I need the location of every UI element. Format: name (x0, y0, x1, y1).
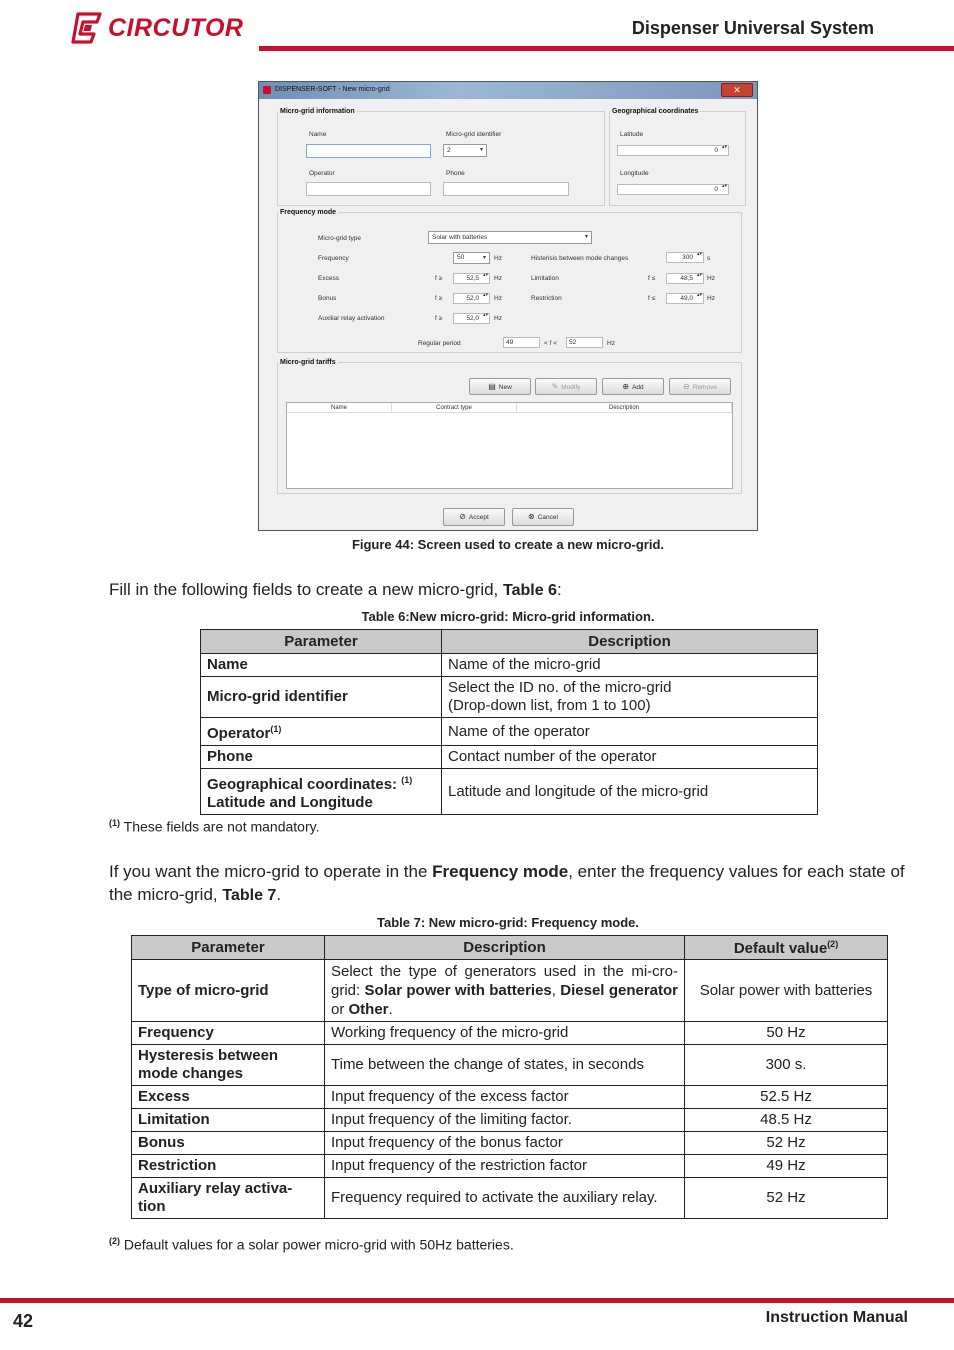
table-row (201, 746, 818, 769)
cancel-button[interactable] (512, 508, 574, 526)
col-name[interactable]: Name (287, 403, 392, 413)
table-row (132, 1132, 888, 1155)
desc-cell: Input frequency of the restriction factor (325, 1155, 685, 1178)
table7 (131, 935, 888, 1219)
aux-op: f ≥ (435, 315, 443, 322)
regular-mid: < f < (544, 340, 558, 347)
close-icon: ✕ (733, 85, 741, 95)
table-row (132, 1045, 888, 1086)
accept-button[interactable] (443, 508, 505, 526)
modify-button[interactable] (535, 378, 597, 395)
desc-text: , (551, 982, 561, 999)
brand-logo (70, 12, 243, 44)
type-value: Solar with batteries (432, 234, 488, 241)
table-row (201, 718, 818, 746)
table7-note-text: Default values for a solar power micro-grid with 50Hz batteries. (120, 1236, 514, 1253)
limitation-unit: Hz (707, 275, 715, 282)
footer-rule (0, 1298, 954, 1303)
desc-bold: Other (348, 1001, 389, 1018)
window-title: DISPENSER-SOFT - New micro-grid (275, 86, 390, 93)
add-button-label: Add (632, 384, 644, 391)
table6-caption: Table 6:New micro-grid: Micro-grid information. (361, 609, 655, 624)
desc-cell: Name of the operator (442, 718, 818, 746)
modify-button-label: Modify (561, 384, 581, 391)
name-input[interactable] (306, 144, 431, 158)
value-cell: 52.5 Hz (685, 1086, 888, 1109)
bonus-label: Bonus (318, 295, 337, 302)
restriction-label: Restriction (531, 295, 562, 302)
param-cell: Hysteresis between mode changes (132, 1045, 325, 1086)
bonus-spinner[interactable]: 52,0 ▴▾ (453, 293, 490, 304)
desc-bold: Solar power with batteries (364, 982, 552, 999)
param-text: Operator (207, 725, 271, 742)
desc-line: Select the ID no. of the micro-grid (448, 679, 672, 696)
footnote-marker: (1) (109, 818, 120, 828)
value-cell: 52 Hz (685, 1178, 888, 1219)
desc-bold: Diesel generator (560, 982, 678, 999)
regular-low-input[interactable]: 49 (503, 337, 540, 348)
remove-button[interactable] (669, 378, 731, 395)
desc-text: . (388, 1001, 393, 1018)
frequency-value: 50 (457, 254, 465, 261)
dropdown-arrow-icon: ▾ (479, 147, 483, 153)
limitation-spinner[interactable]: 48,5 ▴▾ (666, 273, 704, 284)
intro2-c: , enter the frequency values for each state of the micro-grid, (109, 862, 905, 904)
value-cell: 52 Hz (685, 1132, 888, 1155)
footnote-marker: (1) (401, 775, 413, 785)
param-cell: Excess (132, 1086, 325, 1109)
phone-input[interactable] (443, 182, 569, 196)
table7-ref: Table 7 (222, 887, 277, 904)
param-cell: Micro-grid identifier (201, 677, 442, 718)
desc-cell: Working frequency of the micro-grid (325, 1022, 685, 1045)
param-cell: Bonus (132, 1132, 325, 1155)
desc-cell: Contact number of the operator (442, 746, 818, 769)
intro2-a: If you want the micro-grid to operate in the (109, 862, 433, 881)
tariffs-legend: Micro-grid tariffs (280, 359, 336, 366)
dropdown-arrow-icon: ▾ (482, 255, 486, 261)
footnote-marker: (2) (827, 938, 839, 949)
table-row (132, 960, 888, 1022)
document-title: Dispenser Universal System (631, 18, 874, 38)
type-dropdown[interactable] (428, 231, 592, 244)
geo-legend: Geographical coordinates (612, 108, 699, 115)
name-label: Name (309, 131, 327, 138)
footnote-marker: (2) (109, 1236, 120, 1246)
id-value: 2 (447, 147, 451, 154)
pencil-icon: ✎ (551, 382, 559, 391)
plus-icon: ⊕ (622, 382, 630, 391)
excess-label: Excess (318, 275, 339, 282)
table6 (200, 629, 818, 815)
longitude-label: Longitude (620, 170, 649, 177)
table6-note (109, 818, 319, 835)
brand-name: CIRCUTOR (108, 13, 244, 42)
desc-cell: Name of the micro-grid (442, 654, 818, 677)
longitude-spinner[interactable]: 0 ▴▾ (617, 184, 729, 195)
intro1-text: Fill in the following fields to create a new micro-grid, (109, 580, 503, 599)
aux-label: Auxiliar relay activation (318, 315, 385, 322)
table6-note-text: These fields are not mandatory. (120, 818, 320, 835)
new-button[interactable] (469, 378, 531, 395)
table-row (132, 1155, 888, 1178)
intro2-end: . (276, 885, 282, 904)
close-button[interactable] (721, 83, 753, 97)
value-cell: 300 s. (685, 1045, 888, 1086)
check-icon: ⊘ (459, 512, 466, 521)
desc-text: Select the type of generators used in the mi-cro-grid: (331, 963, 678, 999)
dropdown-arrow-icon: ▾ (584, 234, 588, 240)
minus-icon: ⊖ (683, 382, 690, 391)
restriction-spinner[interactable]: 49,0 ▴▾ (666, 293, 704, 304)
default-header-text: Default value (733, 939, 828, 957)
frequency-label: Frequency (318, 255, 349, 262)
param-cell (201, 718, 442, 746)
id-dropdown[interactable] (443, 144, 487, 157)
hysteresis-unit: s (707, 255, 711, 262)
id-label: Micro-grid identifier (446, 131, 502, 138)
window-titlebar (259, 82, 757, 99)
restriction-op: f ≤ (648, 295, 656, 302)
remove-button-label: Remove (692, 384, 717, 391)
phone-label: Phone (446, 170, 465, 177)
desc-cell (442, 677, 818, 718)
desc-cell: Input frequency of the limiting factor. (325, 1109, 685, 1132)
param-text: Geographical coordinates: (207, 776, 402, 793)
param-cell: Type of micro-grid (132, 960, 325, 1022)
value-cell: 48.5 Hz (685, 1109, 888, 1132)
desc-line: (Drop-down list, from 1 to 100) (448, 697, 651, 714)
param-cell (201, 769, 442, 815)
frequency-unit: Hz (494, 255, 502, 262)
desc-text: or (331, 1001, 349, 1018)
table-row (132, 1178, 888, 1219)
table6-header: Description (442, 630, 818, 654)
value-cell: 50 Hz (685, 1022, 888, 1045)
intro1-end: : (556, 580, 562, 599)
excess-op: f ≥ (435, 275, 443, 282)
table7-header (685, 936, 888, 960)
table-row (201, 654, 818, 677)
desc-cell: Frequency required to activate the auxiliary relay. (325, 1178, 685, 1219)
excess-spinner[interactable]: 52,5 ▴▾ (453, 273, 490, 284)
table7-note (109, 1236, 514, 1253)
table7-header: Parameter (132, 936, 325, 960)
param-cell: Restriction (132, 1155, 325, 1178)
value-cell: 49 Hz (685, 1155, 888, 1178)
value-cell: Solar power with batteries (685, 960, 888, 1022)
cancel-icon: ⊗ (528, 512, 535, 521)
excess-unit: Hz (494, 275, 502, 282)
aux-unit: Hz (494, 315, 502, 322)
add-button[interactable] (602, 378, 664, 395)
limitation-op: f ≤ (648, 275, 656, 282)
intro-paragraph-2 (109, 860, 909, 907)
param-cell: Frequency (132, 1022, 325, 1045)
app-window (258, 81, 758, 531)
param-cell: Name (201, 654, 442, 677)
aux-spinner[interactable]: 52,0 ▴▾ (453, 313, 490, 324)
col-contract[interactable]: Contract type (392, 403, 517, 413)
latitude-spinner[interactable]: 0 ▴▾ (617, 145, 729, 156)
frequency-dropdown[interactable] (453, 252, 490, 264)
tariffs-grid[interactable] (286, 402, 733, 489)
hysteresis-label: Histerisis between mode changes (531, 255, 629, 262)
type-label: Micro-grid type (318, 235, 361, 242)
table6-ref: Table 6 (503, 582, 557, 599)
frequency-legend: Frequency mode (280, 209, 337, 216)
table-row (201, 769, 818, 815)
footnote-marker: (1) (270, 724, 282, 734)
table-row (201, 677, 818, 718)
operator-label: Operator (309, 170, 335, 177)
regular-period-label: Regular period (418, 340, 461, 347)
restriction-unit: Hz (707, 295, 715, 302)
accept-button-label: Accept (468, 514, 489, 521)
bonus-unit: Hz (494, 295, 502, 302)
param-cell: Limitation (132, 1109, 325, 1132)
intro2-bold: Frequency mode (432, 862, 569, 881)
table7-caption: Table 7: New micro-grid: Frequency mode. (377, 915, 639, 930)
desc-cell: Input frequency of the excess factor (325, 1086, 685, 1109)
desc-cell: Latitude and longitude of the micro-grid (442, 769, 818, 815)
circutor-logo-icon (70, 12, 104, 44)
new-doc-icon: ▤ (488, 382, 496, 391)
desc-cell: Time between the change of states, in seconds (325, 1045, 685, 1086)
latitude-label: Latitude (620, 131, 644, 138)
operator-input[interactable] (306, 182, 431, 196)
desc-cell (325, 960, 685, 1022)
manual-label: Instruction Manual (765, 1309, 908, 1326)
table6-header: Parameter (201, 630, 442, 654)
app-icon (263, 86, 271, 94)
table-row (132, 1086, 888, 1109)
new-button-label: New (498, 384, 512, 391)
desc-cell: Input frequency of the bonus factor (325, 1132, 685, 1155)
header-rule (259, 46, 954, 51)
info-legend: Micro-grid information (280, 108, 355, 115)
col-description[interactable]: Description (517, 403, 732, 413)
limitation-label: Limitation (531, 275, 559, 282)
param-text: Latitude and Longitude (207, 794, 373, 811)
param-cell: Auxiliary relay activa-tion (132, 1178, 325, 1219)
table7-header: Description (325, 936, 685, 960)
table-row (132, 1022, 888, 1045)
param-cell: Phone (201, 746, 442, 769)
cancel-button-label: Cancel (537, 514, 558, 521)
regular-high-input[interactable]: 52 (566, 337, 603, 348)
intro-paragraph-1 (109, 578, 909, 602)
regular-unit: Hz (607, 340, 615, 347)
figure-caption: Figure 44: Screen used to create a new micro-grid. (351, 537, 665, 552)
bonus-op: f ≥ (435, 295, 443, 302)
hysteresis-spinner[interactable]: 300 ▴▾ (666, 252, 704, 263)
page-number: 42 (13, 1311, 34, 1331)
table-row (132, 1109, 888, 1132)
